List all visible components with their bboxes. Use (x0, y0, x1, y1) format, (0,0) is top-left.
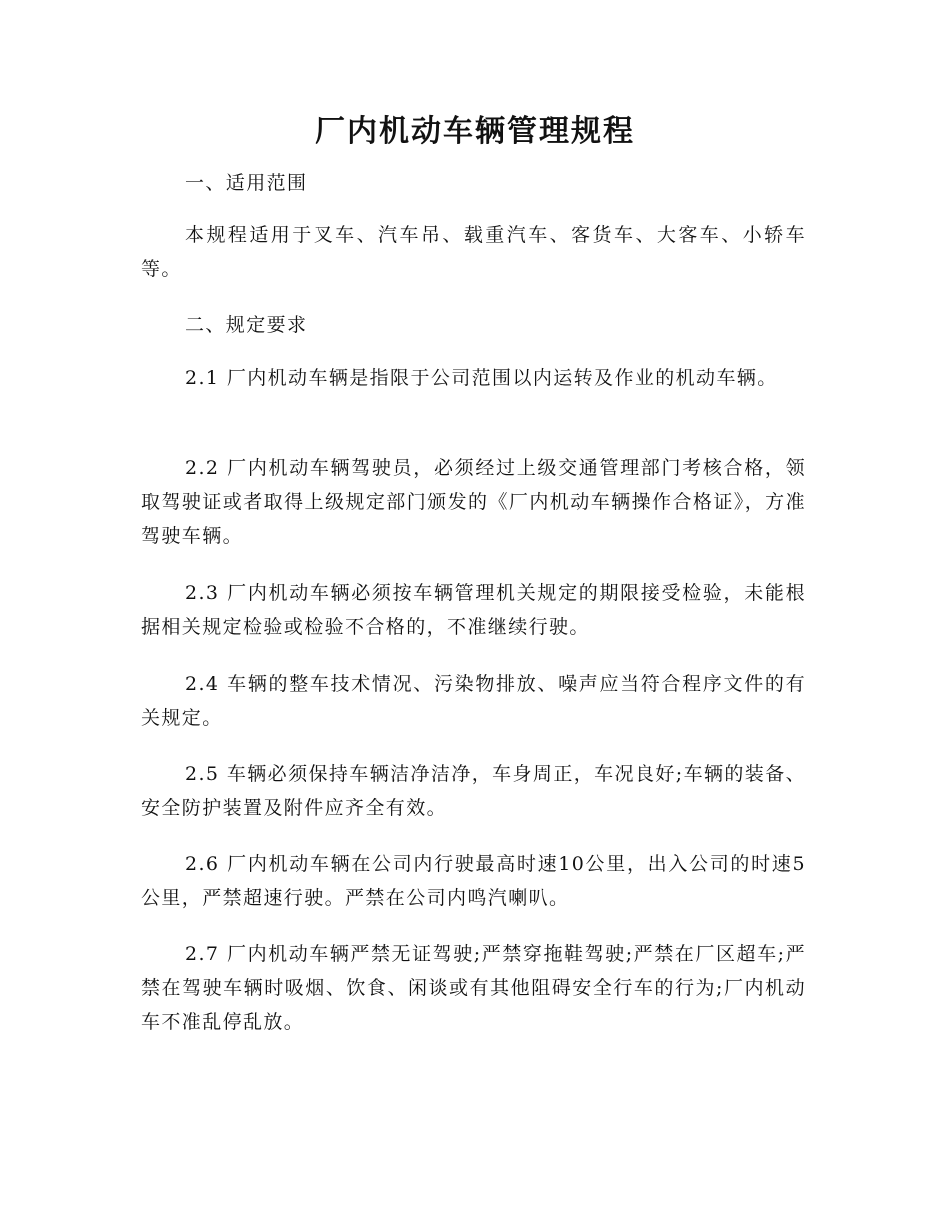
paragraph-scope: 本规程适用于叉车、汽车吊、载重汽车、客货车、大客车、小轿车等。 (141, 224, 806, 280)
paragraph-2-7: 2.7 厂内机动车辆严禁无证驾驶;严禁穿拖鞋驾驶;严禁在厂区超车;严禁在驾驶车辆时吸烟、饮食、闲谈或有其他阻碍安全行车的行为;厂内机动车不准乱停乱放。 (141, 943, 806, 1033)
paragraph-2-5: 2.5 车辆必须保持车辆洁净洁净，车身周正，车况良好;车辆的装备、安全防护装置及附件应齐全有效。 (141, 763, 806, 819)
document-title: 厂内机动车辆管理规程 (315, 114, 635, 149)
paragraph-2-3: 2.3 厂内机动车辆必须按车辆管理机关规定的期限接受检验，未能根据相关规定检验或检验不合格的，不准继续行驶。 (141, 582, 806, 638)
paragraph-2-4: 2.4 车辆的整车技术情况、污染物排放、噪声应当符合程序文件的有关规定。 (141, 673, 806, 729)
section-heading-requirements: 二、规定要求 (185, 314, 308, 336)
section-heading-scope: 一、适用范围 (185, 172, 308, 194)
paragraph-2-2: 2.2 厂内机动车辆驾驶员，必须经过上级交通管理部门考核合格，领取驾驶证或者取得上级规定部门颁发的《厂内机动车辆操作合格证》，方准驾驶车辆。 (141, 457, 806, 547)
paragraph-2-1: 2.1 厂内机动车辆是指限于公司范围以内运转及作业的机动车辆。 (185, 367, 778, 389)
paragraph-2-6: 2.6 厂内机动车辆在公司内行驶最高时速10公里，出入公司的时速5公里，严禁超速行驶。严禁在公司内鸣汽喇叭。 (141, 853, 806, 909)
